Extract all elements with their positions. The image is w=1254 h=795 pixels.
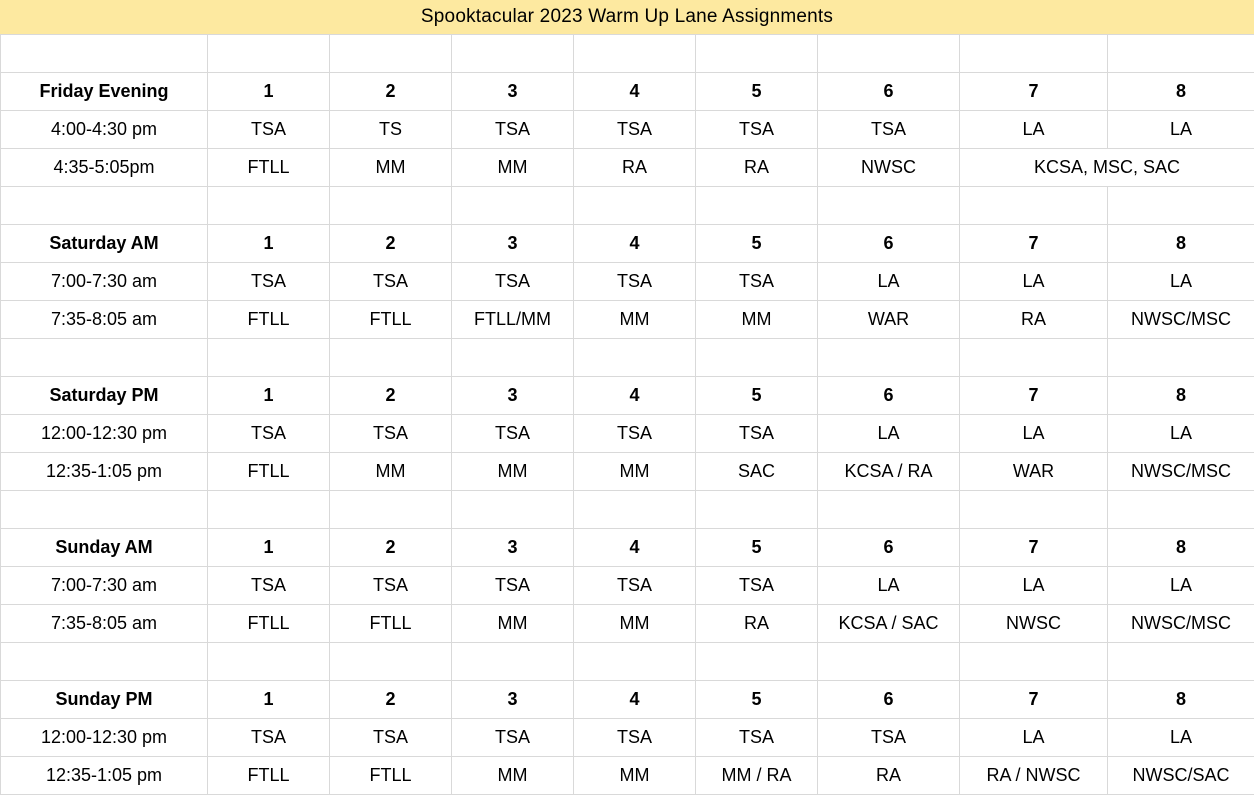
lane-header-6[interactable]: 6	[818, 225, 960, 263]
lane-assignment-cell[interactable]: TSA	[574, 263, 696, 301]
empty-cell[interactable]	[818, 339, 960, 377]
lane-assignment-cell[interactable]: SAC	[696, 453, 818, 491]
lane-header-8[interactable]: 8	[1108, 681, 1254, 719]
time-slot[interactable]: 7:35-8:05 am	[1, 301, 208, 339]
lane-assignment-cell[interactable]: LA	[960, 719, 1108, 757]
empty-cell[interactable]	[818, 187, 960, 225]
lane-assignment-cell[interactable]: NWSC	[960, 605, 1108, 643]
lane-assignment-cell[interactable]: MM	[452, 149, 574, 187]
lane-assignment-cell[interactable]: NWSC/MSC	[1108, 301, 1254, 339]
lane-header-1[interactable]: 1	[208, 73, 330, 111]
time-slot-row	[1, 605, 1254, 643]
empty-cell[interactable]	[1108, 339, 1254, 377]
lane-assignment-cell[interactable]: FTLL	[330, 605, 452, 643]
time-slot-row	[1, 453, 1254, 491]
empty-cell[interactable]	[1108, 491, 1254, 529]
empty-cell[interactable]	[452, 187, 574, 225]
lane-assignment-table	[0, 34, 1254, 795]
session-name[interactable]: Saturday AM	[1, 225, 208, 263]
lane-assignment-cell[interactable]: LA	[1108, 567, 1254, 605]
lane-header-2[interactable]: 2	[330, 225, 452, 263]
empty-cell[interactable]	[696, 339, 818, 377]
lane-assignment-cell[interactable]: LA	[1108, 719, 1254, 757]
time-slot-row	[1, 149, 1254, 187]
time-slot[interactable]: 4:35-5:05pm	[1, 149, 208, 187]
empty-cell[interactable]	[1, 643, 208, 681]
lane-assignment-cell[interactable]: TSA	[818, 719, 960, 757]
time-slot-row	[1, 263, 1254, 301]
empty-cell[interactable]	[208, 491, 330, 529]
lane-header-3[interactable]: 3	[452, 73, 574, 111]
lane-header-4[interactable]: 4	[574, 73, 696, 111]
time-slot[interactable]: 12:35-1:05 pm	[1, 453, 208, 491]
lane-assignment-cell[interactable]: FTLL	[208, 149, 330, 187]
spacer-row	[1, 643, 1254, 681]
lane-assignment-cell[interactable]: TSA	[330, 263, 452, 301]
lane-assignment-cell[interactable]: FTLL	[208, 605, 330, 643]
lane-header-1[interactable]: 1	[208, 377, 330, 415]
empty-cell[interactable]	[574, 187, 696, 225]
lane-assignment-cell[interactable]: LA	[1108, 415, 1254, 453]
lane-assignment-cell[interactable]: TSA	[696, 719, 818, 757]
empty-cell[interactable]	[452, 35, 574, 73]
lane-assignment-cell[interactable]: RA	[818, 757, 960, 795]
lane-header-3[interactable]: 3	[452, 225, 574, 263]
empty-cell[interactable]	[960, 187, 1108, 225]
lane-assignment-cell[interactable]: TSA	[208, 567, 330, 605]
lane-assignment-cell[interactable]: LA	[960, 111, 1108, 149]
lane-header-8[interactable]: 8	[1108, 225, 1254, 263]
lane-assignment-cell[interactable]: MM	[452, 757, 574, 795]
lane-assignment-cell[interactable]: LA	[1108, 111, 1254, 149]
lane-assignment-cell[interactable]: LA	[960, 263, 1108, 301]
empty-cell[interactable]	[330, 339, 452, 377]
lane-assignment-cell[interactable]: TSA	[452, 719, 574, 757]
spacer-row	[1, 35, 1254, 73]
empty-cell[interactable]	[696, 187, 818, 225]
lane-header-7[interactable]: 7	[960, 73, 1108, 111]
lane-header-1[interactable]: 1	[208, 225, 330, 263]
lane-assignment-cell[interactable]: FTLL	[330, 757, 452, 795]
time-slot-row	[1, 415, 1254, 453]
lane-assignment-cell[interactable]: TSA	[330, 415, 452, 453]
lane-assignment-cell[interactable]: NWSC/MSC	[1108, 605, 1254, 643]
lane-header-5[interactable]: 5	[696, 225, 818, 263]
lane-assignment-cell[interactable]: RA	[696, 605, 818, 643]
lane-assignment-cell[interactable]: MM	[452, 605, 574, 643]
empty-cell[interactable]	[818, 491, 960, 529]
time-slot-row	[1, 111, 1254, 149]
session-name[interactable]: Friday Evening	[1, 73, 208, 111]
empty-cell[interactable]	[330, 643, 452, 681]
session-name[interactable]: Sunday AM	[1, 529, 208, 567]
time-slot[interactable]: 12:00-12:30 pm	[1, 719, 208, 757]
lane-header-1[interactable]: 1	[208, 529, 330, 567]
lane-assignment-cell[interactable]: NWSC	[818, 149, 960, 187]
lane-assignment-cell[interactable]: WAR	[960, 453, 1108, 491]
time-slot[interactable]: 4:00-4:30 pm	[1, 111, 208, 149]
lane-assignment-cell[interactable]: TSA	[696, 111, 818, 149]
time-slot[interactable]: 7:00-7:30 am	[1, 567, 208, 605]
lane-assignment-cell[interactable]: FTLL	[208, 757, 330, 795]
lane-header-5[interactable]: 5	[696, 73, 818, 111]
lane-assignment-cell[interactable]: TSA	[208, 719, 330, 757]
lane-assignment-cell[interactable]: MM	[452, 453, 574, 491]
empty-cell[interactable]	[208, 339, 330, 377]
time-slot-row	[1, 567, 1254, 605]
lane-assignment-cell[interactable]: TSA	[696, 415, 818, 453]
lane-assignment-cell[interactable]: FTLL/MM	[452, 301, 574, 339]
empty-cell[interactable]	[696, 643, 818, 681]
lane-assignment-cell[interactable]: LA	[818, 263, 960, 301]
empty-cell[interactable]	[1108, 643, 1254, 681]
lane-assignment-cell[interactable]: TSA	[452, 415, 574, 453]
empty-cell[interactable]	[208, 35, 330, 73]
lane-header-3[interactable]: 3	[452, 529, 574, 567]
empty-cell[interactable]	[960, 339, 1108, 377]
spacer-row	[1, 491, 1254, 529]
lane-assignment-cell[interactable]: MM	[330, 149, 452, 187]
lane-header-8[interactable]: 8	[1108, 529, 1254, 567]
empty-cell[interactable]	[208, 643, 330, 681]
time-slot[interactable]: 12:00-12:30 pm	[1, 415, 208, 453]
lane-assignment-cell[interactable]: MM	[574, 301, 696, 339]
empty-cell[interactable]	[1108, 187, 1254, 225]
lane-assignment-cell[interactable]: TSA	[574, 567, 696, 605]
lane-header-2[interactable]: 2	[330, 681, 452, 719]
lane-assignment-cell[interactable]: RA	[574, 149, 696, 187]
empty-cell[interactable]	[452, 339, 574, 377]
lane-header-2[interactable]: 2	[330, 73, 452, 111]
lane-assignment-cell[interactable]: TSA	[696, 263, 818, 301]
session-header-row	[1, 377, 1254, 415]
lane-header-2[interactable]: 2	[330, 529, 452, 567]
lane-assignment-cell[interactable]: MM / RA	[696, 757, 818, 795]
empty-cell[interactable]	[452, 643, 574, 681]
lane-header-3[interactable]: 3	[452, 377, 574, 415]
lane-header-8[interactable]: 8	[1108, 377, 1254, 415]
lane-assignment-cell[interactable]: TSA	[574, 111, 696, 149]
lane-assignment-cell[interactable]: WAR	[818, 301, 960, 339]
lane-header-6[interactable]: 6	[818, 529, 960, 567]
lane-assignment-cell[interactable]: RA / NWSC	[960, 757, 1108, 795]
empty-cell[interactable]	[574, 35, 696, 73]
lane-assignment-cell[interactable]: LA	[818, 415, 960, 453]
empty-cell[interactable]	[960, 491, 1108, 529]
lane-header-1[interactable]: 1	[208, 681, 330, 719]
lane-header-7[interactable]: 7	[960, 225, 1108, 263]
lane-assignment-cell[interactable]: TSA	[208, 415, 330, 453]
session-header-row	[1, 73, 1254, 111]
session-name[interactable]: Sunday PM	[1, 681, 208, 719]
lane-header-7[interactable]: 7	[960, 681, 1108, 719]
lane-assignment-cell[interactable]: LA	[818, 567, 960, 605]
lane-assignment-cell[interactable]: TSA	[452, 263, 574, 301]
time-slot[interactable]: 7:00-7:30 am	[1, 263, 208, 301]
empty-cell[interactable]	[452, 491, 574, 529]
lane-header-4[interactable]: 4	[574, 529, 696, 567]
lane-assignment-cell[interactable]: LA	[960, 567, 1108, 605]
empty-cell[interactable]	[818, 35, 960, 73]
lane-assignment-cell[interactable]: TSA	[330, 567, 452, 605]
empty-cell[interactable]	[696, 35, 818, 73]
session-header-row	[1, 681, 1254, 719]
session-header-row	[1, 529, 1254, 567]
empty-cell[interactable]	[208, 187, 330, 225]
lane-header-5[interactable]: 5	[696, 529, 818, 567]
lane-header-3[interactable]: 3	[452, 681, 574, 719]
time-slot[interactable]: 7:35-8:05 am	[1, 605, 208, 643]
merged-lane-assignment-cell[interactable]: KCSA, MSC, SAC	[960, 149, 1254, 187]
lane-assignment-cell[interactable]: TSA	[208, 263, 330, 301]
empty-cell[interactable]	[574, 491, 696, 529]
spacer-row	[1, 339, 1254, 377]
empty-cell[interactable]	[696, 491, 818, 529]
lane-assignment-cell[interactable]: MM	[574, 757, 696, 795]
lane-assignment-cell[interactable]: NWSC/SAC	[1108, 757, 1254, 795]
empty-cell[interactable]	[960, 35, 1108, 73]
lane-assignment-cell[interactable]: FTLL	[208, 453, 330, 491]
lane-header-4[interactable]: 4	[574, 681, 696, 719]
spacer-row	[1, 187, 1254, 225]
lane-assignment-cell[interactable]: FTLL	[330, 301, 452, 339]
lane-header-4[interactable]: 4	[574, 377, 696, 415]
lane-assignment-cell[interactable]: RA	[696, 149, 818, 187]
lane-assignment-cell[interactable]: TS	[330, 111, 452, 149]
empty-cell[interactable]	[330, 491, 452, 529]
time-slot-row	[1, 719, 1254, 757]
time-slot-row	[1, 301, 1254, 339]
lane-header-2[interactable]: 2	[330, 377, 452, 415]
lane-assignment-cell[interactable]: TSA	[574, 719, 696, 757]
lane-header-5[interactable]: 5	[696, 377, 818, 415]
time-slot-row	[1, 757, 1254, 795]
lane-assignment-cell[interactable]: NWSC/MSC	[1108, 453, 1254, 491]
empty-cell[interactable]	[1, 187, 208, 225]
lane-assignment-cell[interactable]: MM	[574, 605, 696, 643]
lane-assignment-cell[interactable]: FTLL	[208, 301, 330, 339]
lane-header-7[interactable]: 7	[960, 529, 1108, 567]
lane-header-8[interactable]: 8	[1108, 73, 1254, 111]
empty-cell[interactable]	[330, 187, 452, 225]
empty-cell[interactable]	[1108, 35, 1254, 73]
empty-cell[interactable]	[574, 339, 696, 377]
empty-cell[interactable]	[330, 35, 452, 73]
lane-assignment-cell[interactable]: KCSA / RA	[818, 453, 960, 491]
lane-assignment-cell[interactable]: MM	[696, 301, 818, 339]
lane-assignment-cell[interactable]: TSA	[452, 567, 574, 605]
lane-assignment-cell[interactable]: LA	[1108, 263, 1254, 301]
lane-assignment-cell[interactable]: TSA	[696, 567, 818, 605]
empty-cell[interactable]	[574, 643, 696, 681]
lane-header-6[interactable]: 6	[818, 73, 960, 111]
lane-header-6[interactable]: 6	[818, 377, 960, 415]
lane-assignment-cell[interactable]: TSA	[330, 719, 452, 757]
session-header-row	[1, 225, 1254, 263]
lane-assignment-cell[interactable]: TSA	[208, 111, 330, 149]
empty-cell[interactable]	[1, 339, 208, 377]
empty-cell[interactable]	[1, 491, 208, 529]
sheet-title: Spooktacular 2023 Warm Up Lane Assignments	[0, 0, 1254, 35]
lane-assignment-cell[interactable]: LA	[960, 415, 1108, 453]
lane-header-6[interactable]: 6	[818, 681, 960, 719]
lane-header-4[interactable]: 4	[574, 225, 696, 263]
lane-assignment-cell[interactable]: MM	[574, 453, 696, 491]
lane-assignment-cell[interactable]: RA	[960, 301, 1108, 339]
lane-assignment-cell[interactable]: TSA	[574, 415, 696, 453]
time-slot[interactable]: 12:35-1:05 pm	[1, 757, 208, 795]
lane-assignment-cell[interactable]: TSA	[818, 111, 960, 149]
empty-cell[interactable]	[1, 35, 208, 73]
session-name[interactable]: Saturday PM	[1, 377, 208, 415]
empty-cell[interactable]	[960, 643, 1108, 681]
empty-cell[interactable]	[818, 643, 960, 681]
lane-header-7[interactable]: 7	[960, 377, 1108, 415]
lane-assignment-cell[interactable]: KCSA / SAC	[818, 605, 960, 643]
lane-assignment-cell[interactable]: MM	[330, 453, 452, 491]
lane-assignment-cell[interactable]: TSA	[452, 111, 574, 149]
lane-header-5[interactable]: 5	[696, 681, 818, 719]
